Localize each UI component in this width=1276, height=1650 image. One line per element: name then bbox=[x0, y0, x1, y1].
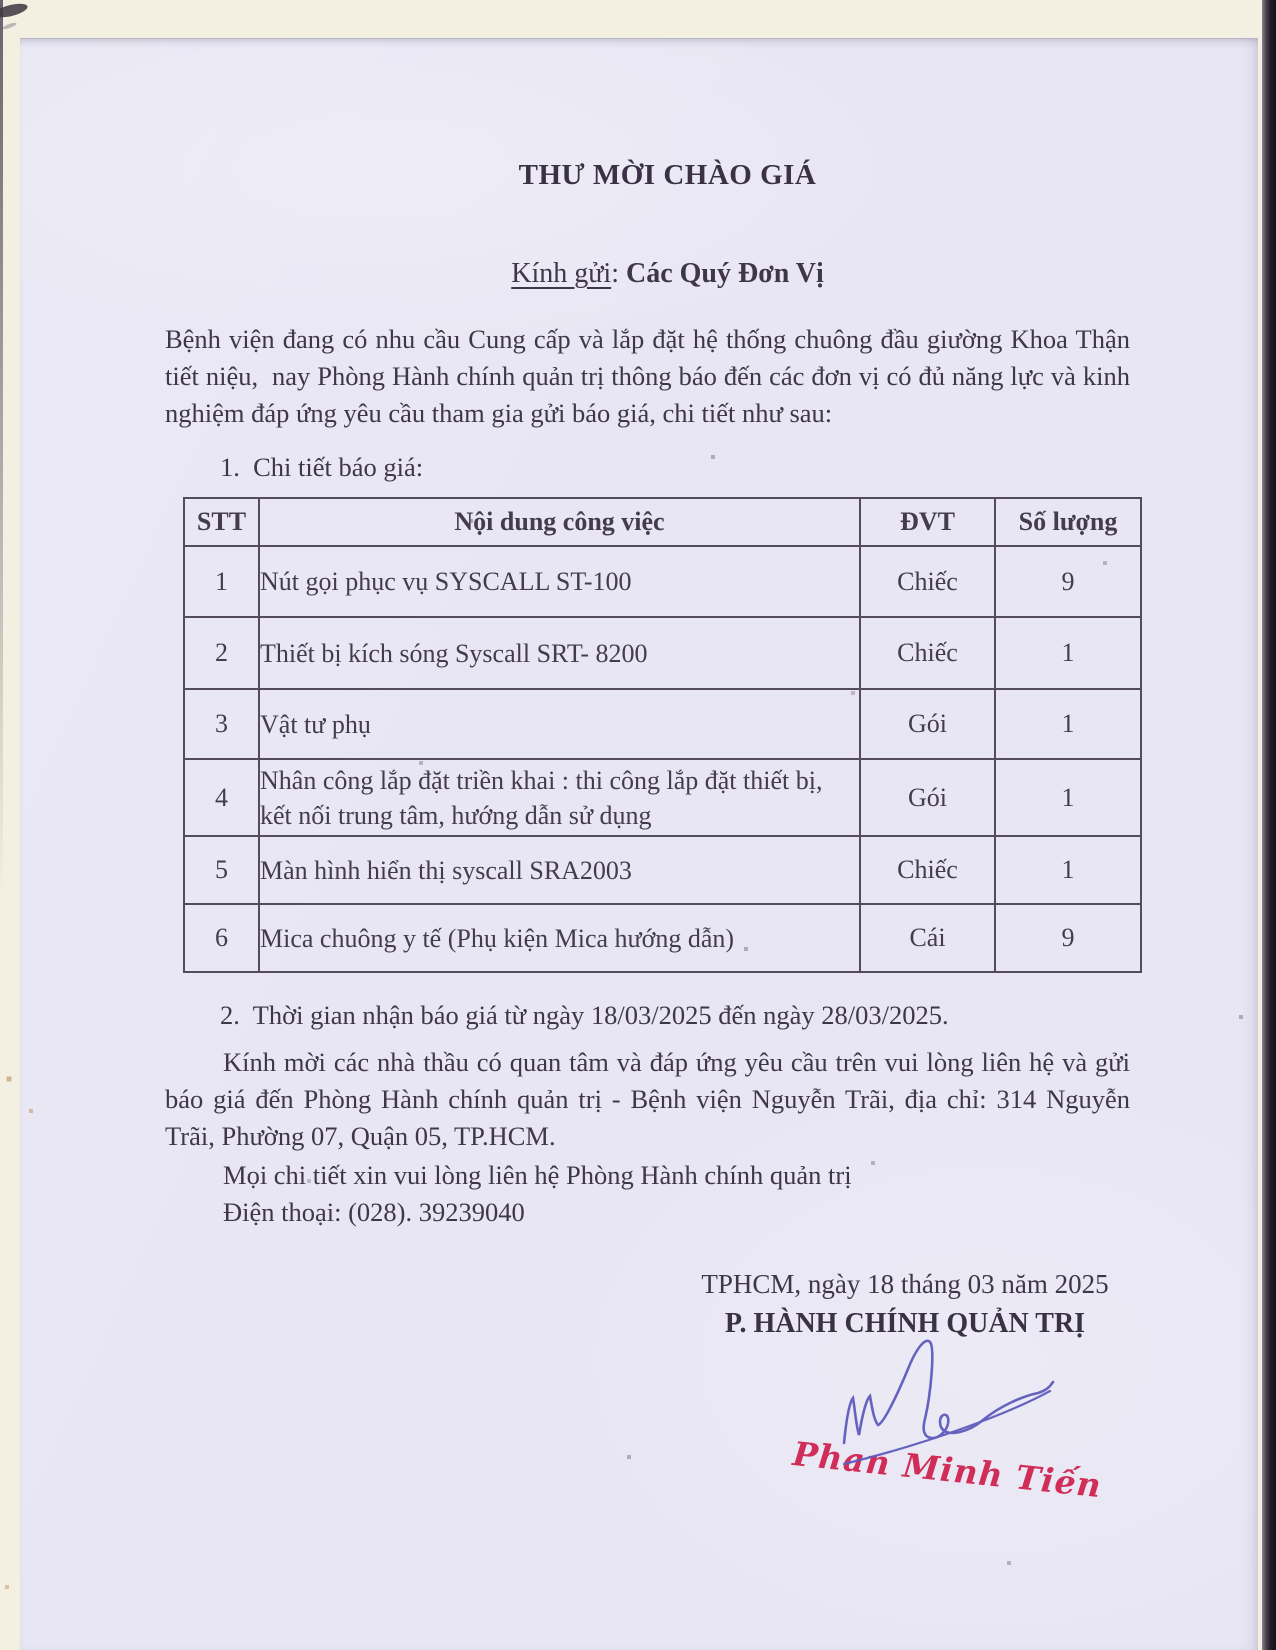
cell-soluong: 1 bbox=[995, 689, 1141, 759]
contact-line: Mọi chi tiết xin vui lòng liên hệ Phòng Hành chính quản trị bbox=[223, 1160, 852, 1190]
cell-dvt: Chiếc bbox=[860, 546, 995, 617]
cell-noidung: Vật tư phụ bbox=[259, 689, 860, 759]
cell-noidung: Nhân công lắp đặt triền khai : thi công lắp đặt thiết bị, kết nối trung tâm, hướng dẫn sử dụng bbox=[259, 759, 860, 836]
cell-dvt: Gói bbox=[860, 759, 995, 836]
scan-specks bbox=[0, 0, 2, 2]
scan-corner-smudge bbox=[0, 1, 29, 20]
table-row bbox=[184, 904, 1141, 972]
header-noidung: Nội dung công việc bbox=[259, 498, 860, 546]
header-stt: STT bbox=[184, 498, 259, 546]
salutation-colon: : bbox=[611, 258, 626, 289]
cell-stt: 1 bbox=[184, 546, 259, 617]
cell-noidung: Màn hình hiển thị syscall SRA2003 bbox=[259, 836, 860, 904]
document-page bbox=[20, 38, 1258, 1650]
cell-soluong: 9 bbox=[995, 546, 1141, 617]
page-content bbox=[165, 39, 1130, 1650]
scan-corner-smudge bbox=[2, 22, 17, 31]
table-row bbox=[184, 546, 1141, 617]
cell-soluong: 1 bbox=[995, 836, 1141, 904]
cell-stt: 2 bbox=[184, 617, 259, 689]
table-row bbox=[184, 689, 1141, 759]
cell-dvt: Gói bbox=[860, 689, 995, 759]
table-row bbox=[184, 759, 1141, 836]
cell-stt: 6 bbox=[184, 904, 259, 972]
page-title: THƯ MỜI CHÀO GIÁ bbox=[518, 159, 817, 191]
department-line: P. HÀNH CHÍNH QUẢN TRỊ bbox=[724, 1308, 1086, 1339]
cell-soluong: 9 bbox=[995, 904, 1141, 972]
section2-line: 2. Thời gian nhận báo giá từ ngày 18/03/2025 đến ngày 28/03/2025. bbox=[220, 1000, 949, 1030]
cell-noidung: Mica chuông y tế (Phụ kiện Mica hướng dẫn) bbox=[259, 904, 860, 972]
cell-stt: 4 bbox=[184, 759, 259, 836]
signer-name-stamp: Phan Minh Tiến bbox=[790, 1434, 1104, 1506]
header-dvt: ĐVT bbox=[860, 498, 995, 546]
table-row bbox=[184, 836, 1141, 904]
invite-paragraph: Kính mời các nhà thầu có quan tâm và đáp ứng yêu cầu trên vui lòng liên hệ và gửi báo giá đến Phòng Hành chính quản trị - Bệnh viện Nguyễn Trãi, địa chỉ: 314 Nguyễn Trãi, Phường 07, Quận 05, TP.HCM. bbox=[165, 1047, 1130, 1151]
scan-edge-right bbox=[1262, 0, 1276, 1650]
cell-soluong: 1 bbox=[995, 617, 1141, 689]
intro-paragraph: Bệnh viện đang có nhu cầu Cung cấp và lắp đặt hệ thống chuông đầu giường Khoa Thận tiết niệu, nay Phòng Hành chính quản trị thông báo đến các đơn vị có đủ năng lực và kinh nghiệm đáp ứng yêu cầu tham gia gửi báo giá, chi tiết như sau: bbox=[165, 324, 1130, 428]
date-line: TPHCM, ngày 18 tháng 03 năm 2025 bbox=[701, 1269, 1109, 1299]
salutation-line bbox=[205, 255, 1130, 292]
quotation-table bbox=[183, 497, 1142, 973]
cell-noidung: Thiết bị kích sóng Syscall SRT- 8200 bbox=[259, 617, 860, 689]
salutation-recipient: Các Quý Đơn Vị bbox=[625, 258, 824, 289]
cell-noidung: Nút gọi phục vụ SYSCALL ST-100 bbox=[259, 546, 860, 617]
cell-soluong: 1 bbox=[995, 759, 1141, 836]
cell-dvt: Chiếc bbox=[860, 617, 995, 689]
table-header-row bbox=[184, 498, 1141, 546]
section1-heading: 1. Chi tiết báo giá: bbox=[220, 452, 424, 482]
table-row bbox=[184, 617, 1141, 689]
salutation-label: Kính gửi bbox=[511, 258, 612, 289]
signature-ink bbox=[820, 1331, 1080, 1511]
cell-dvt: Chiếc bbox=[860, 836, 995, 904]
header-soluong: Số lượng bbox=[995, 498, 1141, 546]
phone-line: Điện thoại: (028). 39239040 bbox=[223, 1197, 525, 1227]
scan-edge-left bbox=[0, 0, 3, 900]
cell-stt: 5 bbox=[184, 836, 259, 904]
cell-dvt: Cái bbox=[860, 904, 995, 972]
cell-stt: 3 bbox=[184, 689, 259, 759]
